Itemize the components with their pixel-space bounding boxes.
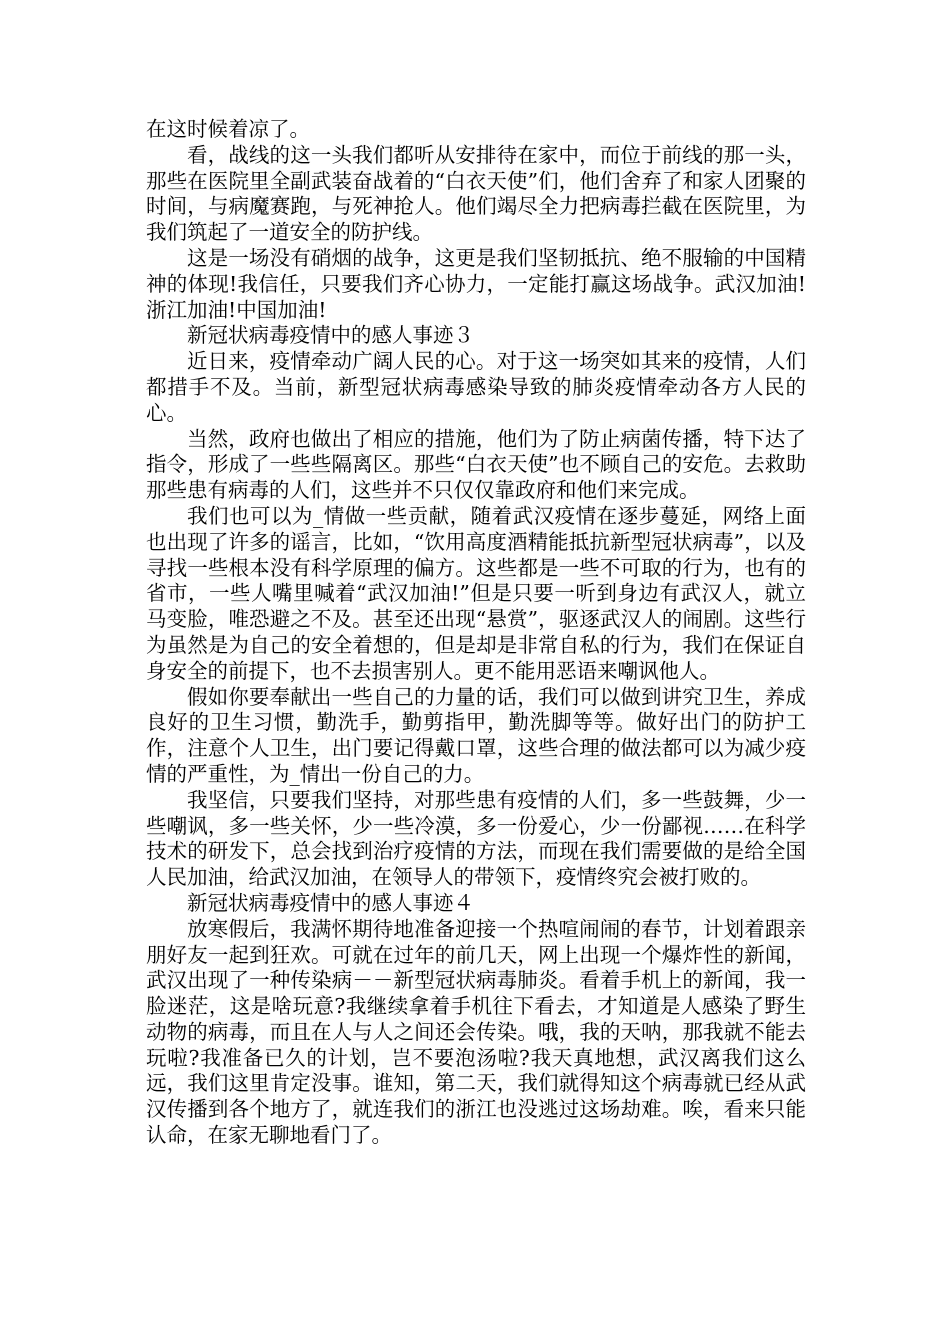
paragraph: 放寒假后，我满怀期待地准备迎接一个热喧闹闹的春节，计划着跟亲朋好友一起到狂欢。可就在过年的前几天，网上出现一个爆炸性的新闻，武汉出现了一种传染病－－新型冠状病毒肺炎。看着手机上的新闻，我一脸迷茫，这是啥玩意?我继续拿着手机往下看去，才知道是人感染了野生动物的病毒，而且在人与人之间还会传染。哦，我的天呐，那我就不能去玩啦?我准备已久的计划，岂不要泡汤啦?我天真地想，武汉离我们这么远，我们这里肯定没事。谁知，第二天，我们就得知这个病毒就已经从武汉传播到各个地方了，就连我们的浙江也没逃过这场劫难。唉，看来只能认命，在家无聊地看门了。: [146, 916, 806, 1148]
paragraph: 看，战线的这一头我们都听从安排待在家中，而位于前线的那一头，那些在医院里全副武装奋战着的“白衣天使”们，他们舍弃了和家人团聚的时间，与病魔赛跑，与死神抢人。他们竭尽全力把病毒拦截在医院里，为我们筑起了一道安全的防护线。: [146, 142, 806, 245]
paragraph: 我们也可以为_情做一些贡献，随着武汉疫情在逐步蔓延，网络上面也出现了许多的谣言，比如，“饮用高度酒精能抵抗新型冠状病毒”，以及寻找一些根本没有科学原理的偏方。这些都是一些不可取的行为，也有的省市，一些人嘴里喊着“武汉加油!”但是只要一听到身边有武汉人，就立马变脸，唯恐避之不及。甚至还出现“悬赏”，驱逐武汉人的闹剧。这些行为虽然是为自己的安全着想的，但是却是非常自私的行为，我们在保证自身安全的前提下，也不去损害别人。更不能用恶语来嘲讽他人。: [146, 503, 806, 683]
document-body: [146, 117, 806, 1149]
paragraph: 当然，政府也做出了相应的措施，他们为了防止病菌传播，特下达了指令，形成了一些些隔离区。那些“白衣天使”也不顾自己的安危。去救助那些患有病毒的人们，这些并不只仅仅靠政府和他们来完成。: [146, 426, 806, 503]
paragraph-continuation: 在这时候着凉了。: [146, 117, 310, 141]
paragraph: 这是一场没有硝烟的战争，这更是我们坚韧抵抗、绝不服输的中国精神的体现!我信任，只要我们齐心协力，一定能打赢这场战争。武汉加油!浙江加油!中国加油!: [146, 245, 806, 322]
section-heading-4: 新冠状病毒疫情中的感人事迹４: [187, 890, 474, 915]
paragraph: 近日来，疫情牵动广阔人民的心。对于这一场突如其来的疫情，人们都措手不及。当前，新型冠状病毒感染导致的肺炎疫情牵动各方人民的心。: [146, 349, 806, 425]
paragraph: 我坚信，只要我们坚持，对那些患有疫情的人们，多一些鼓舞，少一些嘲讽，多一些关怀，少一些冷漠，多一份爱心，少一份鄙视……在科学技术的研发下，总会找到治疗疫情的方法，而现在我们需要做的是给全国人民加油，给武汉加油，在领导人的带领下，疫情终究会被打败的。: [146, 787, 806, 890]
paragraph: 假如你要奉献出一些自己的力量的话，我们可以做到讲究卫生，养成良好的卫生习惯，勤洗手，勤剪指甲，勤洗脚等等。做好出门的防护工作，注意个人卫生，出门要记得戴口罩，这些合理的做法都可以为减少疫情的严重性，为_情出一份自己的力。: [146, 684, 806, 786]
section-heading-3: 新冠状病毒疫情中的感人事迹３: [187, 323, 474, 348]
